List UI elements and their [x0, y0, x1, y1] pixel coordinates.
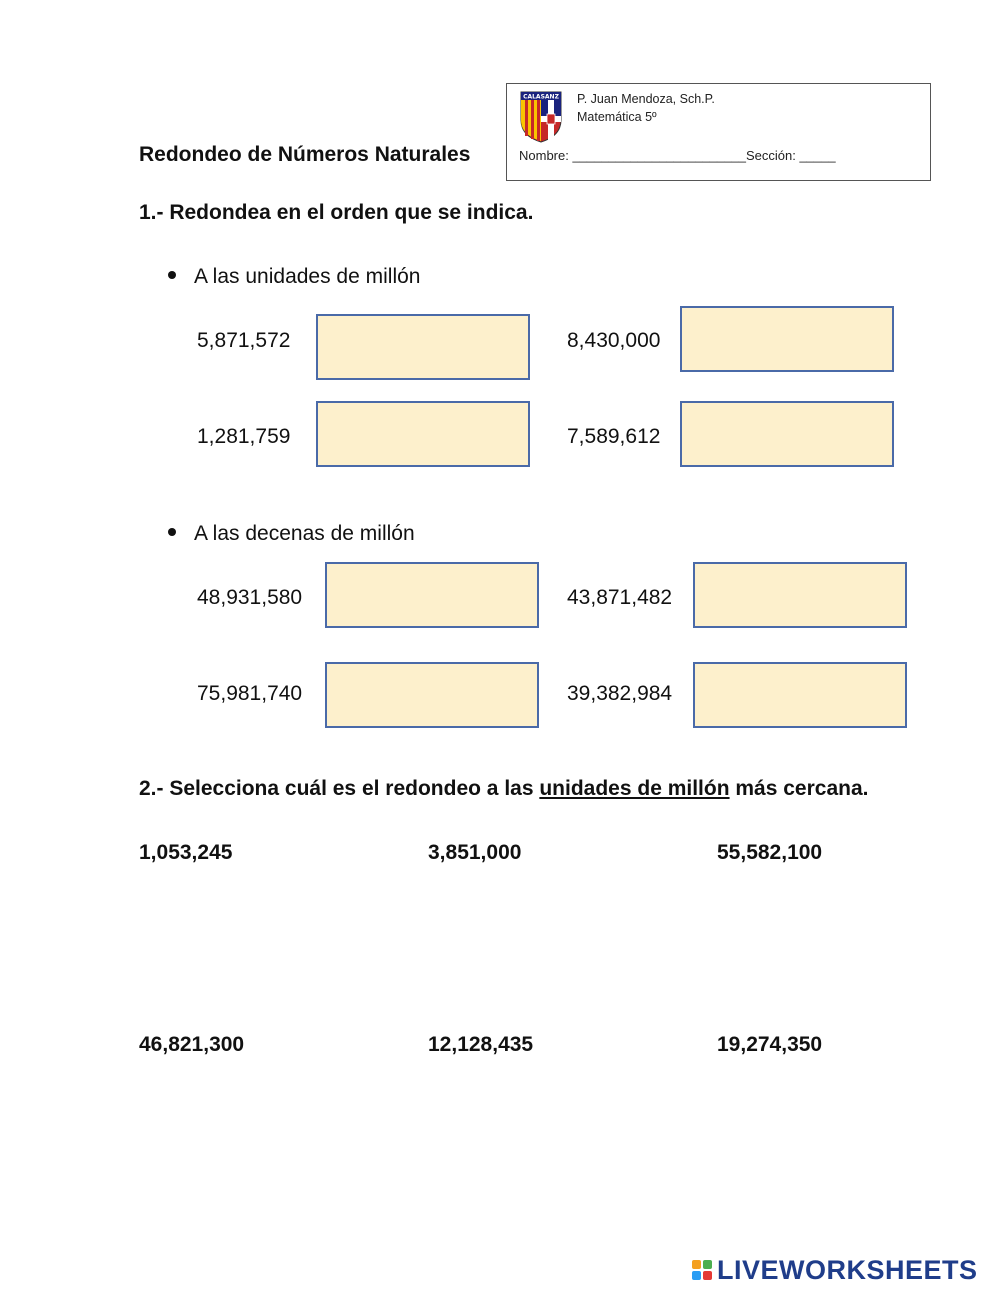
number-item: 43,871,482: [567, 586, 673, 609]
group-2-label-text: A las decenas de millón: [194, 522, 415, 545]
number-item: 75,981,740: [197, 682, 303, 705]
q2-heading-underlined: unidades de millón: [539, 777, 730, 800]
answer-box[interactable]: [316, 314, 530, 380]
option-number[interactable]: 1,053,245: [139, 841, 233, 864]
question-2-heading: [139, 777, 868, 801]
q2-heading-pre: 2.- Selecciona cuál es el redondeo a las: [139, 777, 540, 800]
bullet-icon: [168, 528, 176, 536]
group-1-label-text: A las unidades de millón: [194, 265, 421, 288]
bullet-icon: [168, 271, 176, 279]
answer-box[interactable]: [316, 401, 530, 467]
answer-box[interactable]: [325, 662, 539, 728]
badge-cell: [692, 1260, 701, 1269]
number-item: 5,871,572: [197, 329, 291, 352]
liveworksheets-logo: [692, 1253, 978, 1287]
answer-box[interactable]: [325, 562, 539, 628]
answer-box[interactable]: [693, 662, 907, 728]
badge-cell: [703, 1260, 712, 1269]
option-number[interactable]: 46,821,300: [139, 1033, 245, 1056]
number-item: 48,931,580: [197, 586, 303, 609]
svg-text:CALASANZ: CALASANZ: [523, 93, 559, 101]
q2-heading-post: más cercana.: [729, 777, 869, 800]
number-item: 7,589,612: [567, 425, 661, 448]
number-item: 1,281,759: [197, 425, 291, 448]
teacher-name: P. Juan Mendoza, Sch.P.: [577, 92, 715, 106]
option-number[interactable]: 19,274,350: [717, 1033, 823, 1056]
group-2-label: [168, 522, 415, 546]
option-number[interactable]: 12,128,435: [428, 1033, 534, 1056]
answer-box[interactable]: [680, 401, 894, 467]
badge-cell: [703, 1271, 712, 1280]
liveworksheets-badge-icon: [692, 1260, 712, 1280]
question-1-heading: 1.- Redondea en el orden que se indica.: [139, 201, 534, 224]
answer-box[interactable]: [680, 306, 894, 372]
subject-name: Matemática 5º: [577, 110, 657, 124]
answer-box[interactable]: [693, 562, 907, 628]
option-number[interactable]: 55,582,100: [717, 841, 823, 864]
number-item: 39,382,984: [567, 682, 673, 705]
name-label: Nombre: ________________________: [519, 148, 746, 163]
option-number[interactable]: 3,851,000: [428, 841, 522, 864]
section-label: Sección: _____: [745, 148, 836, 163]
brand-text: LIVEWORKSHEETS: [717, 1254, 978, 1285]
header-box: [506, 83, 931, 181]
student-info-line: [519, 148, 836, 163]
group-1-label: [168, 265, 420, 289]
school-crest-icon: [518, 90, 564, 144]
page-title: Redondeo de Números Naturales: [139, 143, 471, 166]
number-item: 8,430,000: [567, 329, 661, 352]
badge-cell: [692, 1271, 701, 1280]
